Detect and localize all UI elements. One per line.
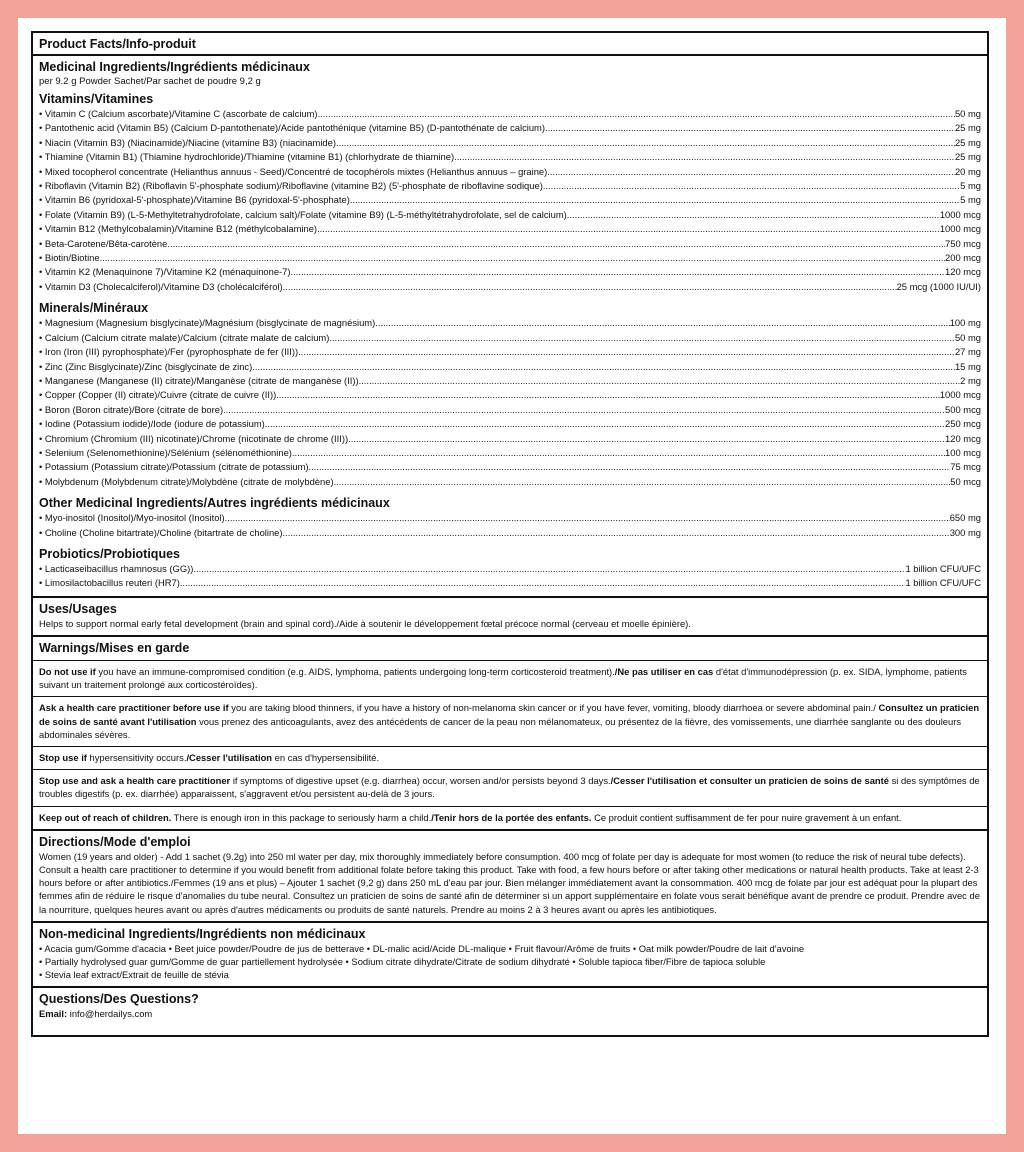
product-facts-panel — [31, 31, 989, 1037]
ingredient-name: • Biotin/Biotine — [39, 252, 100, 264]
ingredient-row — [39, 345, 981, 359]
dot-leader — [334, 475, 951, 489]
ingredient-row — [39, 280, 981, 294]
ingredient-amount: 100 mcg — [945, 446, 981, 458]
ingredient-row — [39, 374, 981, 388]
product-facts-header — [33, 33, 987, 56]
ingredient-amount: 25 mg — [954, 151, 981, 163]
ingredient-amount: 1 billion CFU/UFC — [905, 562, 981, 574]
ingredient-row — [39, 208, 981, 222]
ingredient-name: • Boron (Boron citrate)/Bore (citrate de bore) — [39, 403, 224, 415]
ingredient-name: • Pantothenic acid (Vitamin B5) (Calcium D-pantothenate)/Acide pantothénique (vitamine B5) (D-pantothénate de calcium) — [39, 122, 545, 134]
ingredient-group-title: Minerals/Minéraux — [39, 301, 149, 316]
ingredient-amount: 5 mg — [960, 180, 981, 192]
ingredient-row — [39, 526, 981, 540]
warning-text — [39, 811, 981, 824]
dot-leader — [252, 360, 955, 374]
ingredient-row — [39, 446, 981, 460]
ingredient-row — [39, 165, 981, 179]
ingredient-name: • Beta-Carotene/Bêta-carotène — [39, 237, 168, 249]
ingredient-amount: 100 mg — [949, 317, 981, 329]
label-sheet — [18, 18, 1006, 1134]
ingredient-name: • Myo-inositol (Inositol)/Myo-inositol (Inositol) — [39, 512, 225, 524]
ingredient-name: • Vitamin B12 (Methylcobalamin)/Vitamine B12 (méthylcobalamine) — [39, 223, 318, 235]
warning-bold: Stop use and ask a health care practitioner — [39, 775, 231, 787]
ingredient-name: • Copper (Copper (II) citrate)/Cuivre (citrate de cuivre (II)) — [39, 389, 277, 401]
ingredient-amount: 25 mcg (1000 IU/UI) — [896, 280, 981, 292]
dot-leader — [350, 193, 960, 207]
uses-title: Uses/Usages — [39, 601, 117, 616]
ingredient-amount: 750 mcg — [945, 237, 981, 249]
ingredient-row — [39, 562, 981, 576]
uses-section — [33, 598, 987, 637]
ingredient-name: • Choline (Choline bitartrate)/Choline (bitartrate de choline) — [39, 526, 283, 538]
dot-leader — [193, 562, 905, 576]
ingredient-row — [39, 179, 981, 193]
warning-stop-use — [33, 747, 987, 770]
ingredient-amount: 50 mg — [954, 331, 981, 343]
dot-leader — [283, 280, 897, 294]
warning-plain: en cas d'hypersensibilité. — [272, 752, 380, 763]
warning-bold: Stop use if — [39, 752, 87, 763]
ingredient-row — [39, 360, 981, 374]
ingredient-name: • Limosilactobacillus reuteri (HR7) — [39, 577, 180, 589]
warning-ask-practitioner — [33, 697, 987, 747]
dot-leader — [348, 432, 945, 446]
ingredient-name: • Selenium (Selenomethionine)/Sélénium (sélénométhionine) — [39, 446, 292, 458]
dot-leader — [167, 237, 945, 251]
ingredient-name: • Magnesium (Magnesium bisglycinate)/Magnésium (bisglycinate de magnésium) — [39, 317, 376, 329]
non-medicinal-section — [33, 923, 987, 989]
warning-bold: /Ne pas utiliser en cas — [614, 665, 714, 677]
directions-title: Directions/Mode d'emploi — [39, 834, 191, 849]
dot-leader — [329, 331, 955, 345]
non-medicinal-line: • Acacia gum/Gomme d'acacia • Beet juice powder/Poudre de jus de betterave • DL-malic acid/Acide DL-malique • Fruit flavour/Arôme de fruits • Oat milk powder/Poudre de lait d'avoine — [39, 942, 805, 954]
ingredient-amount: 1000 mcg — [939, 389, 981, 401]
directions-section — [33, 831, 987, 923]
warning-plain: d'état d'immunodépression (p. ex. SIDA, lymphome, patients suivant un traitement prolongé aux corticostéroïdes). — [39, 665, 967, 691]
ingredient-group-title: Probiotics/Probiotiques — [39, 546, 180, 561]
directions-text: Women (19 years and older) - Add 1 sachet (9.2g) into 250 ml water per day, mix thoroughly immediately before consumption. 400 mcg of folate per day is adequate for most women (to reduce the risk of neural tube defects). Consult a health care practitioner to determine if you would benefit from additional folate before taking this product. Take with food, a few hours before or after taking other medications or natural health products. Take at least 2-3 hours before or after antibiotics./Femmes (19 ans et plus) – Ajouter 1 sachet (9,2 g) dans 250 mL d'eau par jour. Bien mélanger immédiatement avant la consommation. 400 mcg de folate par jour est adéquat pour la plupart des femmes afin de réduire le risque d'anomalies du tube neural. Consultez un praticien de soins de santé afin de déterminer si un apport supplémentaire en folate vous serait bénéfique avant de prendre ce produit. Prendre avec de la nourriture, quelques heures avant ou après d'autres médicaments ou produits de santé naturels. Prendre au moins 2 à 3 heures avant ou après les antibiotiques. — [39, 850, 980, 915]
ingredient-amount: 15 mg — [954, 360, 981, 372]
dot-leader — [309, 460, 951, 474]
dot-leader — [276, 388, 940, 402]
ingredient-row — [39, 388, 981, 402]
ingredient-name: • Folate (Vitamin B9) (L-5-Methyltetrahydrofolate, calcium salt)/Folate (vitamine B9) (L-5-méthyltétrahydrofolate, sel de calcium) — [39, 208, 567, 220]
warning-bold: Ask a health care practitioner before use if — [39, 702, 229, 714]
contact-line — [39, 1007, 981, 1020]
warning-text — [39, 774, 981, 800]
warning-stop-and-ask — [33, 770, 987, 806]
product-facts-title: Product Facts/Info-produit — [39, 37, 196, 51]
warning-plain: you have an immune-compromised condition (e.g. AIDS, lymphoma, patients undergoing long-term corticosteroid treatment). — [95, 665, 615, 677]
ingredient-amount: 1 billion CFU/UFC — [905, 577, 981, 589]
warnings-title: Warnings/Mises en garde — [39, 640, 190, 655]
ingredient-row — [39, 193, 981, 207]
ingredient-name: • Vitamin C (Calcium ascorbate)/Vitamine C (ascorbate de calcium) — [39, 108, 318, 119]
warning-text — [39, 701, 981, 741]
dot-leader — [547, 165, 955, 179]
warning-plain: There is enough iron in this package to seriously harm a child. — [171, 811, 432, 823]
ingredient-row — [39, 576, 981, 590]
ingredient-amount: 650 mg — [949, 512, 981, 524]
ingredient-row — [39, 475, 981, 489]
ingredient-amount: 500 mcg — [945, 403, 981, 415]
ingredient-name: • Manganese (Manganese (II) citrate)/Manganèse (citrate de manganèse (II)) — [39, 374, 359, 386]
uses-text: Helps to support normal early fetal development (brain and spinal cord)./Aide à soutenir le développement fœtal précoce normal (cerveau et moelle épinière). — [39, 617, 691, 629]
ingredient-amount: 25 mg — [954, 122, 981, 134]
non-medicinal-line: • Partially hydrolysed guar gum/Gomme de guar partiellement hydrolysée • Sodium citrate dihydrate/Citrate de sodium dihydraté • Soluble tapioca fiber/Fibre de tapioca soluble — [39, 956, 766, 968]
ingredient-amount: 25 mg — [954, 136, 981, 148]
warning-bold: Do not use if — [39, 665, 96, 677]
dot-leader — [225, 511, 950, 525]
ingredient-row — [39, 222, 981, 236]
questions-title: Questions/Des Questions? — [39, 992, 199, 1007]
ingredient-name: • Chromium (Chromium (III) nicotinate)/Chrome (nicotinate de chrome (III)) — [39, 432, 349, 444]
ingredient-row — [39, 150, 981, 164]
dot-leader — [100, 251, 945, 265]
dot-leader — [291, 265, 946, 279]
ingredient-amount: 250 mcg — [945, 418, 981, 430]
dot-leader — [543, 179, 960, 193]
dot-leader — [454, 150, 955, 164]
dot-leader — [223, 403, 945, 417]
dot-leader — [545, 121, 955, 135]
ingredient-row — [39, 460, 981, 474]
warnings-section — [33, 637, 987, 831]
non-medicinal-line: • Stevia leaf extract/Extrait de feuille de stévia — [39, 969, 229, 981]
ingredient-amount: 50 mg — [954, 108, 981, 119]
warning-plain: hypersensitivity occurs. — [86, 752, 187, 763]
ingredient-groups — [39, 91, 981, 591]
ingredient-amount: 120 mcg — [945, 266, 981, 278]
dot-leader — [317, 222, 940, 236]
ingredient-amount: 27 mg — [954, 346, 981, 358]
email-address[interactable]: info@herdailys.com — [67, 1008, 153, 1020]
warning-bold: /Tenir hors de la portée des enfants. — [431, 811, 592, 823]
ingredient-row — [39, 265, 981, 279]
ingredient-name: • Mixed tocopherol concentrate (Helianthus annuus - Seed)/Concentré de tocophérols mixtes (Helianthus annuus – graine) — [39, 165, 548, 177]
ingredient-name: • Zinc (Zinc Bisglycinate)/Zinc (bisglycinate de zinc) — [39, 360, 253, 372]
dot-leader — [359, 374, 961, 388]
serving-size: per 9.2 g Powder Sachet/Par sachet de poudre 9,2 g — [39, 76, 261, 87]
ingredient-name: • Vitamin D3 (Cholecalciferol)/Vitamine D3 (cholécalciférol) — [39, 280, 283, 292]
warning-plain: si des symptômes de troubles digestifs (p. ex. diarrhée) apparaissent, s'aggravent et/ou persistent au-delà de 3 jours. — [39, 775, 980, 800]
dot-leader — [318, 107, 955, 121]
warning-plain: Ce produit contient suffisamment de fer pour nuire gravement à un enfant. — [591, 811, 902, 823]
ingredient-amount: 1000 mcg — [939, 208, 981, 220]
dot-leader — [292, 446, 945, 460]
ingredient-row — [39, 331, 981, 345]
warning-plain: you are taking blood thinners, if you have a history of non-melanoma skin cancer or if you have fever, vomiting, bloody diarrhoea or severe abdominal pain./ — [228, 702, 876, 714]
warning-keep-out-of-reach — [33, 807, 987, 829]
dot-leader — [180, 576, 906, 590]
ingredient-amount: 2 mg — [960, 374, 981, 386]
ingredient-name: • Iron (Iron (III) pyrophosphate)/Fer (pyrophosphate de fer (III)) — [39, 346, 299, 358]
ingredient-name: • Iodine (Potassium iodide)/Iode (iodure de potassium) — [39, 418, 265, 430]
ingredient-name: • Calcium (Calcium citrate malate)/Calcium (citrate malate de calcium) — [39, 331, 330, 343]
ingredient-amount: 200 mcg — [945, 252, 981, 264]
dot-leader — [567, 208, 940, 222]
dot-leader — [265, 417, 945, 431]
dot-leader — [336, 136, 955, 150]
ingredient-amount: 300 mg — [949, 526, 981, 538]
warning-plain: vous prenez des anticoagulants, avez des antécédents de cancer de la peau non mélanomateux, ou présentez de la fièvre, des vomissements, une diarrhée sanglante ou des douleurs abdominales sévères. — [39, 715, 962, 740]
ingredient-name: • Lacticaseibacillus rhamnosus (GG)) — [39, 562, 194, 574]
warning-bold: Consultez un praticien de soins de santé avant l'utilisation — [39, 702, 980, 727]
dot-leader — [283, 526, 950, 540]
ingredient-row — [39, 432, 981, 446]
ingredient-row — [39, 511, 981, 525]
warning-bold: Keep out of reach of children. — [39, 811, 172, 823]
ingredient-amount: 75 mcg — [950, 461, 981, 473]
warning-plain: if symptoms of digestive upset (e.g. diarrhea) occur, worsen and/or persists beyond 3 days. — [230, 775, 611, 787]
ingredient-row — [39, 237, 981, 251]
ingredient-name: • Potassium (Potassium citrate)/Potassium (citrate de potassium) — [39, 461, 309, 473]
ingredient-group-title: Vitamins/Vitamines — [39, 92, 154, 106]
ingredient-group-title: Other Medicinal Ingredients/Autres ingrédients médicinaux — [39, 496, 390, 511]
ingredient-row — [39, 316, 981, 330]
ingredient-name: • Molybdenum (Molybdenum citrate)/Molybdène (citrate de molybdène) — [39, 475, 334, 487]
non-medicinal-title: Non-medicinal Ingredients/Ingrédients non médicinaux — [39, 926, 366, 941]
ingredient-name: • Riboflavin (Vitamin B2) (Riboflavin 5'-phosphate sodium)/Riboflavine (vitamine B2) (5'-phosphate de riboflavine sodique) — [39, 180, 543, 192]
ingredient-row — [39, 403, 981, 417]
medicinal-ingredients-title: Medicinal Ingredients/Ingrédients médicinaux — [39, 60, 310, 74]
ingredient-row — [39, 251, 981, 265]
ingredient-name: • Thiamine (Vitamin B1) (Thiamine hydrochloride)/Thiamine (vitamine B1) (chlorhydrate de thiamine) — [39, 151, 455, 163]
warning-bold: /Cesser l'utilisation — [186, 752, 273, 763]
ingredient-row — [39, 417, 981, 431]
ingredient-amount: 20 mg — [954, 165, 981, 177]
questions-section — [33, 988, 987, 1034]
ingredient-amount: 1000 mcg — [939, 223, 981, 235]
dot-leader — [375, 316, 949, 330]
ingredient-row — [39, 136, 981, 150]
ingredient-name: • Niacin (Vitamin B3) (Niacinamide)/Niacine (vitamine B3) (niacinamide) — [39, 136, 336, 148]
ingredient-amount: 5 mg — [960, 194, 981, 206]
warning-bold: /Cesser l'utilisation et consulter un praticien de soins de santé — [610, 775, 889, 787]
dot-leader — [298, 345, 955, 359]
ingredient-amount: 120 mcg — [945, 432, 981, 444]
warning-do-not-use — [33, 661, 987, 697]
warnings-header — [33, 637, 987, 661]
ingredient-row — [39, 107, 981, 121]
medicinal-ingredients-section — [33, 56, 987, 598]
ingredient-name: • Vitamin B6 (pyridoxal-5'-phosphate)/Vitamine B6 (pyridoxal-5'-phosphate) — [39, 194, 350, 206]
ingredient-name: • Vitamin K2 (Menaquinone 7)/Vitamine K2 (ménaquinone-7) — [39, 266, 291, 278]
warning-text — [39, 751, 981, 764]
warning-text — [39, 665, 981, 691]
email-label: Email: — [39, 1008, 68, 1020]
ingredient-amount: 50 mcg — [950, 475, 981, 487]
ingredient-row — [39, 121, 981, 135]
